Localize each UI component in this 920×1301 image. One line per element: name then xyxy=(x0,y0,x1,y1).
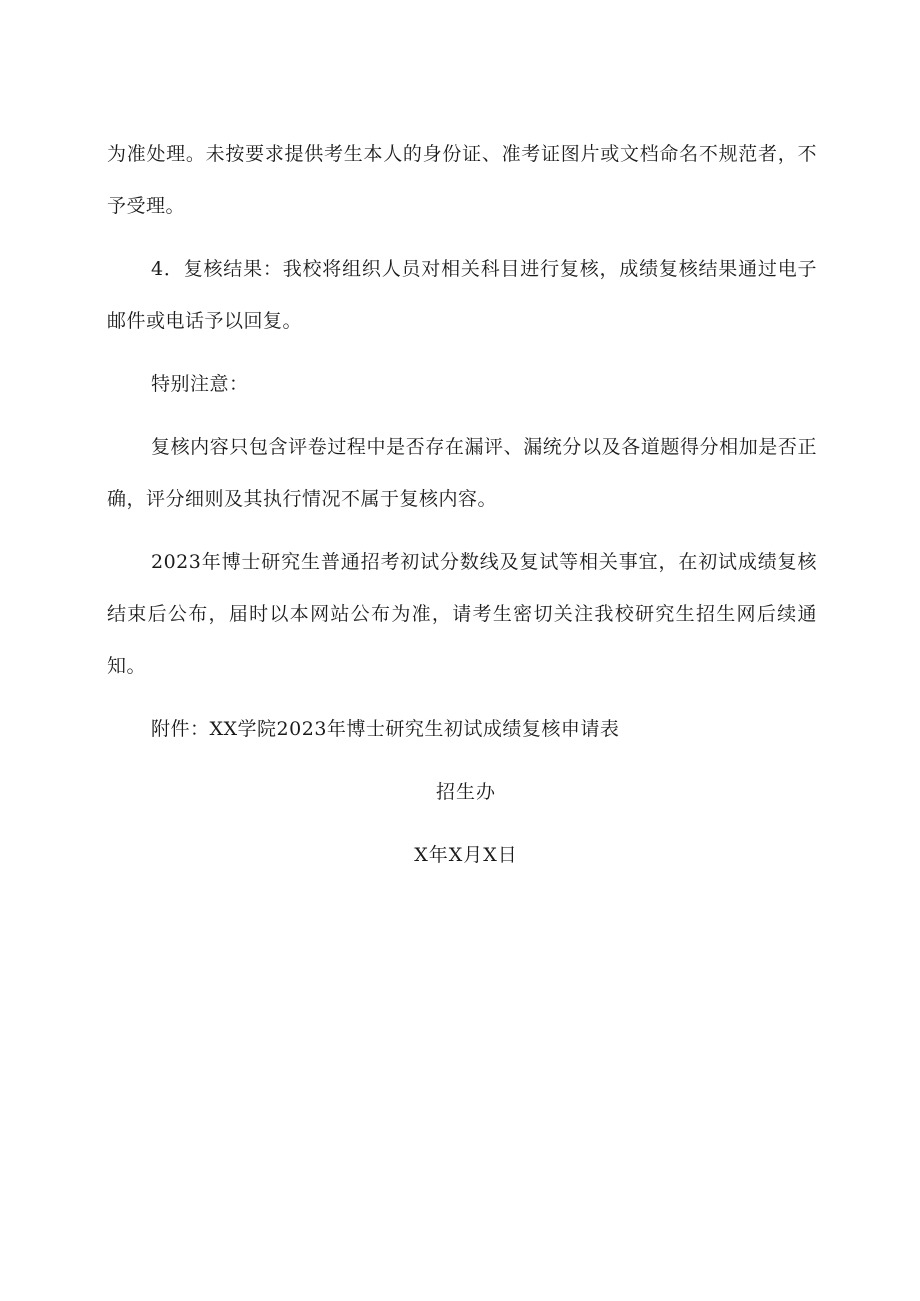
signature-office: 招生办 xyxy=(435,781,496,803)
paragraph-score-line-notice: 2023年博士研究生普通招考初试分数线及复试等相关事宜，在初试成绩复核结束后公布，届时以本网站公布为准，请考生密切关注我校研究生招生网后续通知。 xyxy=(107,551,817,677)
signature-date: X年X月X日 xyxy=(414,844,518,866)
paragraph-review-scope: 复核内容只包含评卷过程中是否存在漏评、漏统分以及各道题得分相加是否正确，评分细则及其执行情况不属于复核内容。 xyxy=(107,436,817,510)
document-body xyxy=(107,128,817,892)
paragraph-continuation: 为准处理。未按要求提供考生本人的身份证、准考证图片或文档命名不规范者，不予受理。 xyxy=(107,143,817,217)
paragraph-special-notice-heading: 特别注意： xyxy=(151,373,249,395)
paragraph-review-result: 4．复核结果：我校将组织人员对相关科目进行复核，成绩复核结果通过电子邮件或电话予以回复。 xyxy=(107,258,817,332)
paragraph-attachment: 附件：XX学院2023年博士研究生初试成绩复核申请表 xyxy=(151,718,620,740)
